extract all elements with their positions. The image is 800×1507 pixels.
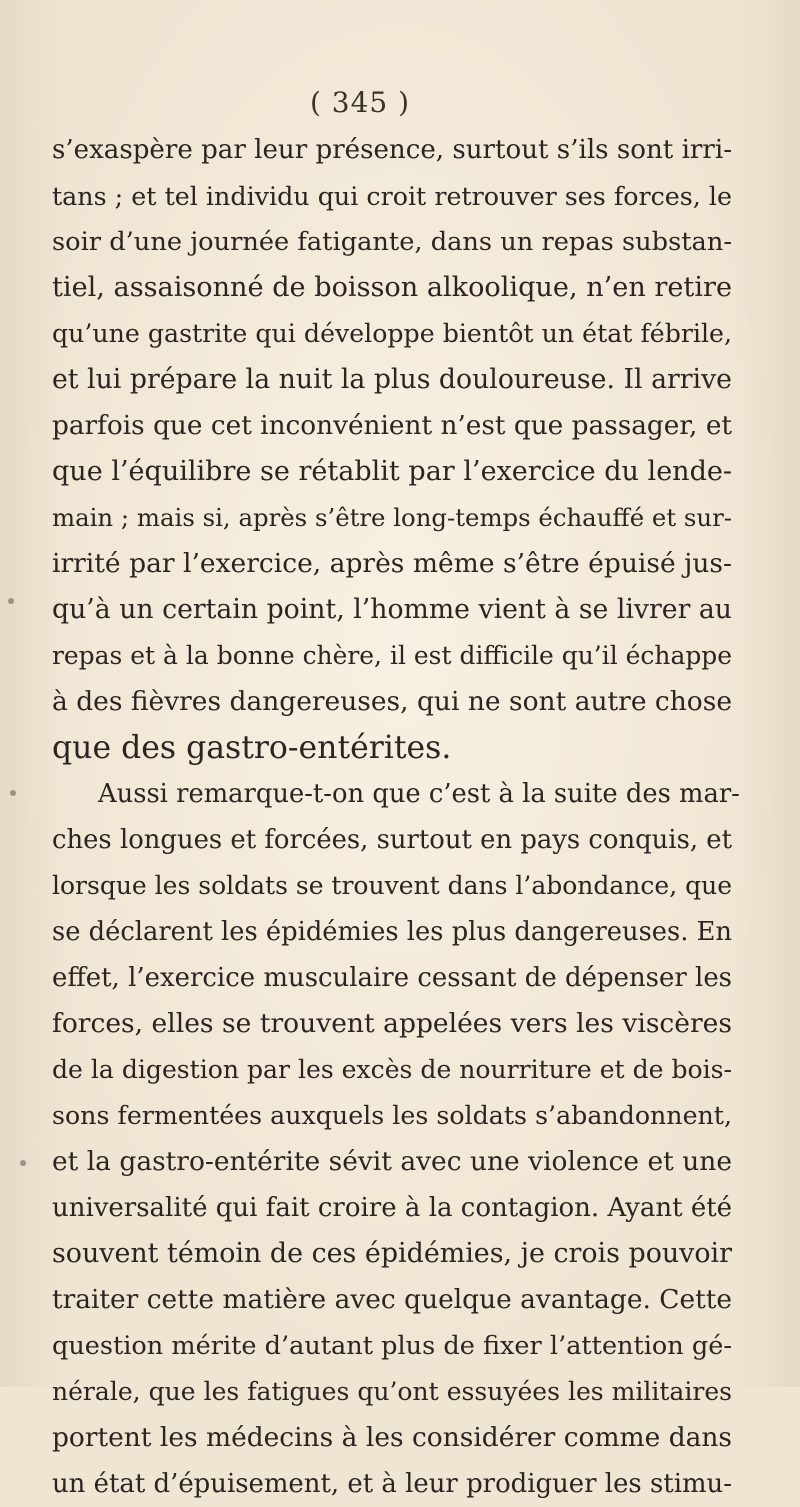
text-line: que l’équilibre se rétablit par l’exercice du lende- — [52, 456, 732, 487]
text-line: qu’à un certain point, l’homme vient à se livrer au — [52, 594, 732, 625]
text-line: parfois que cet inconvénient n’est que passager, et — [52, 411, 732, 441]
text-line: souvent témoin de ces épidémies, je crois pouvoir — [52, 1238, 732, 1269]
text-line: s’exaspère par leur présence, surtout s’ils sont irri- — [52, 135, 732, 165]
text-line: ches longues et forcées, surtout en pays conquis, et — [52, 825, 732, 855]
text-line: à des fièvres dangereuses, qui ne sont autre chose — [52, 686, 732, 717]
margin-mark — [10, 790, 16, 796]
text-line: un état d’épuisement, et à leur prodiguer les stimu- — [52, 1469, 732, 1499]
text-line: nérale, que les fatigues qu’ont essuyées les militaires — [52, 1377, 732, 1406]
text-line: se déclarent les épidémies les plus dangereuses. En — [52, 917, 732, 947]
text-line: portent les médecins à les considérer comme dans — [52, 1422, 732, 1453]
text-line: tans ; et tel individu qui croit retrouver ses forces, le — [52, 181, 732, 211]
text-line: universalité qui fait croire à la contagion. Ayant été — [52, 1193, 732, 1223]
text-line: qu’une gastrite qui développe bientôt un état fébrile, — [52, 319, 732, 348]
paragraph-2 — [52, 771, 740, 1507]
text-line: effet, l’exercice musculaire cessant de dépenser les — [52, 963, 732, 993]
text-line: lorsque les soldats se trouvent dans l’abondance, que — [52, 871, 732, 900]
text-line: irrité par l’exercice, après même s’être épuisé jus- — [52, 548, 732, 579]
margin-mark — [20, 1160, 26, 1166]
text-line: Aussi remarque-t-on que c’est à la suite des mar- — [98, 779, 740, 809]
text-line: forces, elles se trouvent appelées vers les viscères — [52, 1008, 732, 1039]
text-line: soir d’une journée fatigante, dans un repas substan- — [52, 227, 732, 257]
text-line: main ; mais si, après s’être long-temps échauffé et sur- — [52, 503, 732, 532]
text-line: tiel, assaisonné de boisson alkoolique, n’en retire — [52, 272, 732, 303]
margin-mark — [8, 598, 14, 604]
text-line: repas et à la bonne chère, il est difficile qu’il échappe — [52, 641, 732, 670]
page-number: ( 345 ) — [309, 86, 411, 119]
text-line: traiter cette matière avec quelque avantage. Cette — [52, 1284, 732, 1315]
text-line: de la digestion par les excès de nourriture et de bois- — [52, 1055, 732, 1084]
text-line: et lui prépare la nuit la plus douloureuse. Il arrive — [52, 364, 732, 395]
text-line: et la gastro-entérite sévit avec une violence et une — [52, 1146, 732, 1177]
text-line: question mérite d’autant plus de fixer l’attention gé- — [52, 1331, 732, 1361]
paragraph-1 — [52, 127, 732, 771]
body-text — [52, 127, 740, 1507]
text-line: sons fermentées auxquels les soldats s’abandonnent, — [52, 1101, 732, 1130]
text-line: que des gastro-entérites. — [52, 730, 452, 766]
